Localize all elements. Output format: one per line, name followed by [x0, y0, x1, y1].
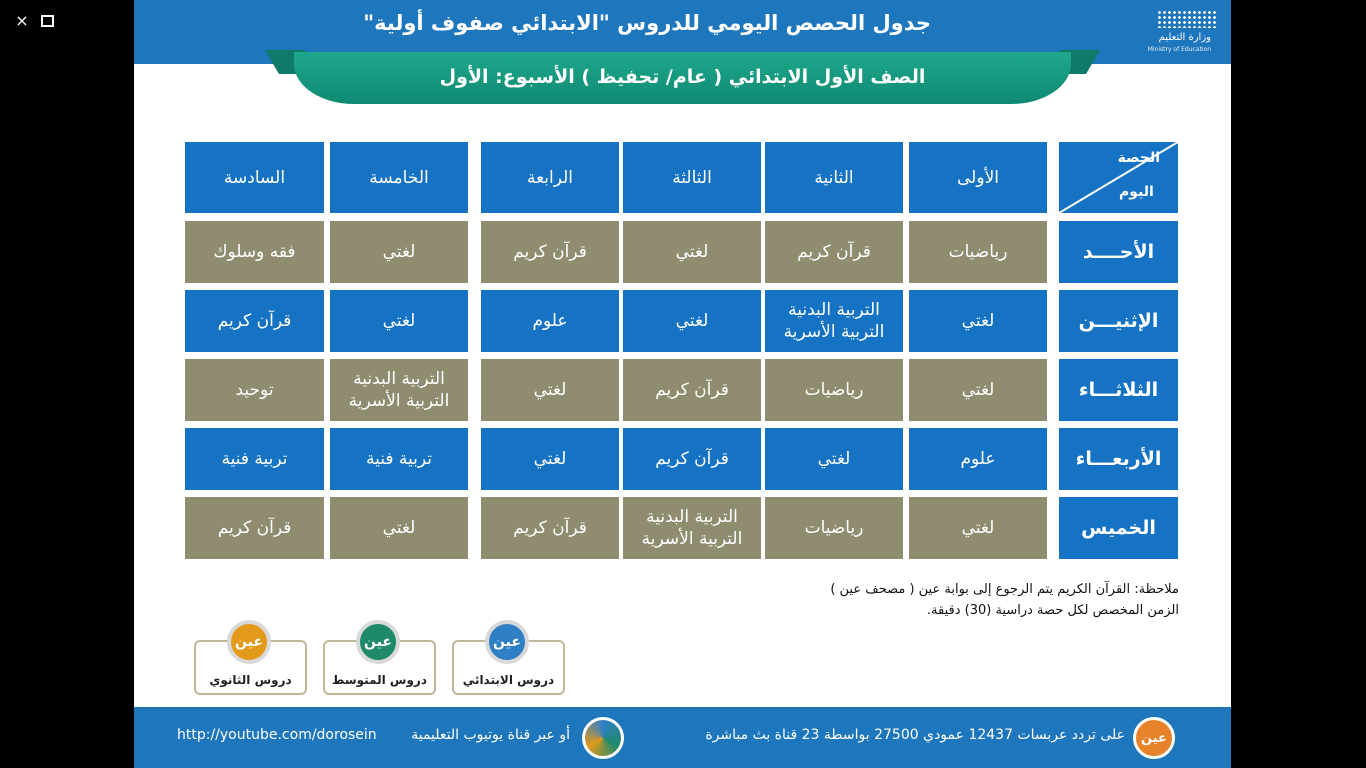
channel-label-intermediate: دروس المتوسط	[332, 673, 427, 687]
schedule-cell: تربية فنية	[185, 428, 324, 490]
schedule-cell: لغتي	[330, 497, 468, 559]
schedule-cell: تربية فنية	[330, 428, 468, 490]
channel-card-primary[interactable]	[452, 634, 565, 695]
channel-logo-primary: عين	[485, 620, 529, 664]
schedule-cell: قرآن كريم	[765, 221, 903, 283]
ministry-logo	[1147, 10, 1217, 56]
schedule-cell: رياضيات	[909, 221, 1047, 283]
schedule-cell: لغتي	[330, 290, 468, 352]
schedule-slide	[134, 0, 1231, 768]
schedule-cell: قرآن كريم	[481, 497, 619, 559]
period-header: الأولى	[909, 142, 1047, 213]
schedule-cell: علوم	[909, 428, 1047, 490]
schedule-cell: التربية البدنية التربية الأسرية	[623, 497, 761, 559]
day-label: الثلاثـــاء	[1059, 359, 1178, 421]
ministry-logo-english: Ministry of Education	[1147, 46, 1211, 53]
schedule-cell: التربية البدنية التربية الأسرية	[765, 290, 903, 352]
schedule-cell: التربية البدنية التربية الأسرية	[330, 359, 468, 421]
schedule-cell: لغتي	[765, 428, 903, 490]
schedule-cell: لغتي	[909, 359, 1047, 421]
close-icon[interactable]: ×	[15, 11, 29, 30]
period-header: الثالثة	[623, 142, 761, 213]
schedule-cell: لغتي	[481, 359, 619, 421]
schedule-cell: لغتي	[330, 221, 468, 283]
restore-window-icon[interactable]	[36, 10, 58, 32]
period-header: الخامسة	[330, 142, 468, 213]
page-title: جدول الحصص اليومي للدروس "الابتدائي صفوف أولية"	[363, 11, 931, 35]
day-label: الأربعـــاء	[1059, 428, 1178, 490]
schedule-cell: قرآن كريم	[185, 497, 324, 559]
schedule-cell: لغتي	[623, 221, 761, 283]
schedule-cell: توحيد	[185, 359, 324, 421]
schedule-cell: قرآن كريم	[623, 359, 761, 421]
footer-bar	[134, 707, 1231, 768]
channel-logo-secondary: عين	[227, 620, 271, 664]
schedule-cell: قرآن كريم	[481, 221, 619, 283]
schedule-cell: لغتي	[909, 497, 1047, 559]
youtube-text: أو عبر قناة يوتيوب التعليمية	[411, 727, 570, 743]
note-line: ملاحظة: القرآن الكريم يتم الرجوع إلى بوابة عين ( مصحف عين )	[830, 582, 1179, 597]
schedule-cell: لغتي	[481, 428, 619, 490]
ministry-logo-mark	[1157, 10, 1217, 28]
corner-period-label: الحصة	[1117, 150, 1160, 166]
grade-week-subtitle: الصف الأول الابتدائي ( عام/ تحفيظ ) الأسبوع: الأول	[439, 66, 926, 88]
period-header: الثانية	[765, 142, 903, 213]
youtube-channel-logo	[582, 717, 624, 759]
ministry-logo-arabic: وزارة التعليم	[1158, 32, 1211, 43]
timetable-grid	[185, 142, 1180, 560]
schedule-cell: رياضيات	[765, 359, 903, 421]
channel-card-intermediate[interactable]	[323, 634, 436, 695]
schedule-cell: قرآن كريم	[185, 290, 324, 352]
period-header: السادسة	[185, 142, 324, 213]
table-corner-header	[1059, 142, 1178, 213]
channel-label-primary: دروس الابتدائي	[462, 673, 555, 687]
ein-channel-logo: عين	[1133, 717, 1175, 759]
notes-block	[579, 579, 1179, 621]
day-label: الأحــــد	[1059, 221, 1178, 283]
youtube-link[interactable]: http://youtube.com/dorosein	[177, 727, 377, 743]
schedule-cell: لغتي	[623, 290, 761, 352]
channel-logo-intermediate: عين	[356, 620, 400, 664]
day-label: الإثنيـــن	[1059, 290, 1178, 352]
corner-day-label: اليوم	[1119, 184, 1154, 200]
broadcast-frequency-text: على تردد عربسات 12437 عمودي 27500 بواسطة 23 قناة بث مباشرة	[705, 727, 1125, 743]
schedule-cell: قرآن كريم	[623, 428, 761, 490]
day-label: الخميس	[1059, 497, 1178, 559]
schedule-cell: علوم	[481, 290, 619, 352]
period-header: الرابعة	[481, 142, 619, 213]
note-line: الزمن المخصص لكل حصة دراسية (30) دقيقة.	[926, 603, 1179, 618]
schedule-cell: فقه وسلوك	[185, 221, 324, 283]
schedule-cell: رياضيات	[765, 497, 903, 559]
channel-card-secondary[interactable]	[194, 634, 307, 695]
schedule-cell: لغتي	[909, 290, 1047, 352]
channel-label-secondary: دروس الثانوي	[209, 673, 292, 687]
